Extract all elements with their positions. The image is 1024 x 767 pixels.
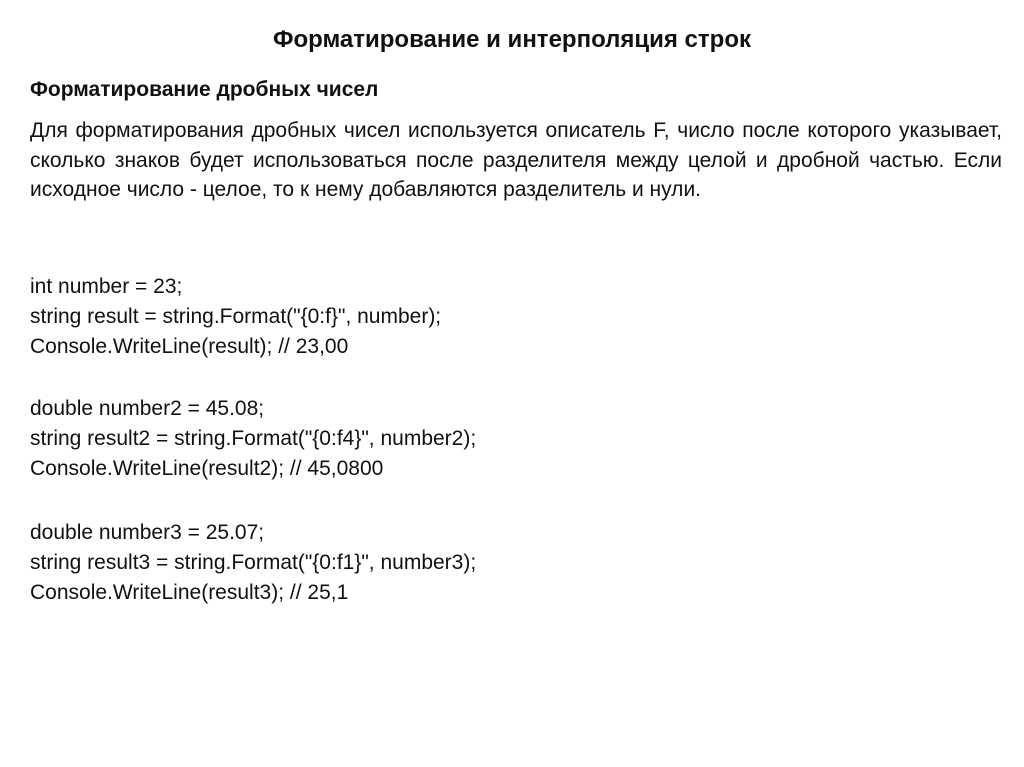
code-line: string result = string.Format("{0:f}", number); <box>30 305 442 328</box>
description-paragraph: Для форматирования дробных чисел используется описатель F, число после которого указывает, сколько знаков будет использоваться после разделителя между целой и дробной частью. Если исходное число - целое, то к нему добавляются разделитель и нули. <box>30 119 1002 201</box>
code-example-2 <box>30 394 1002 484</box>
code-line: Console.WriteLine(result); // 23,00 <box>30 335 349 358</box>
code-line: int number = 23; <box>30 275 183 298</box>
code-example-3 <box>30 518 1002 608</box>
section-heading: Форматирование дробных чисел <box>30 78 379 101</box>
code-line: Console.WriteLine(result3); // 25,1 <box>30 581 349 604</box>
code-line: Console.WriteLine(result2); // 45,0800 <box>30 457 384 480</box>
code-line: string result3 = string.Format("{0:f1}", number3); <box>30 551 477 574</box>
code-line: string result2 = string.Format("{0:f4}", number2); <box>30 427 477 450</box>
code-example-1 <box>30 272 1002 362</box>
slide-title: Форматирование и интерполяция строк <box>272 26 751 53</box>
code-line: double number2 = 45.08; <box>30 397 265 420</box>
code-line: double number3 = 25.07; <box>30 521 265 544</box>
